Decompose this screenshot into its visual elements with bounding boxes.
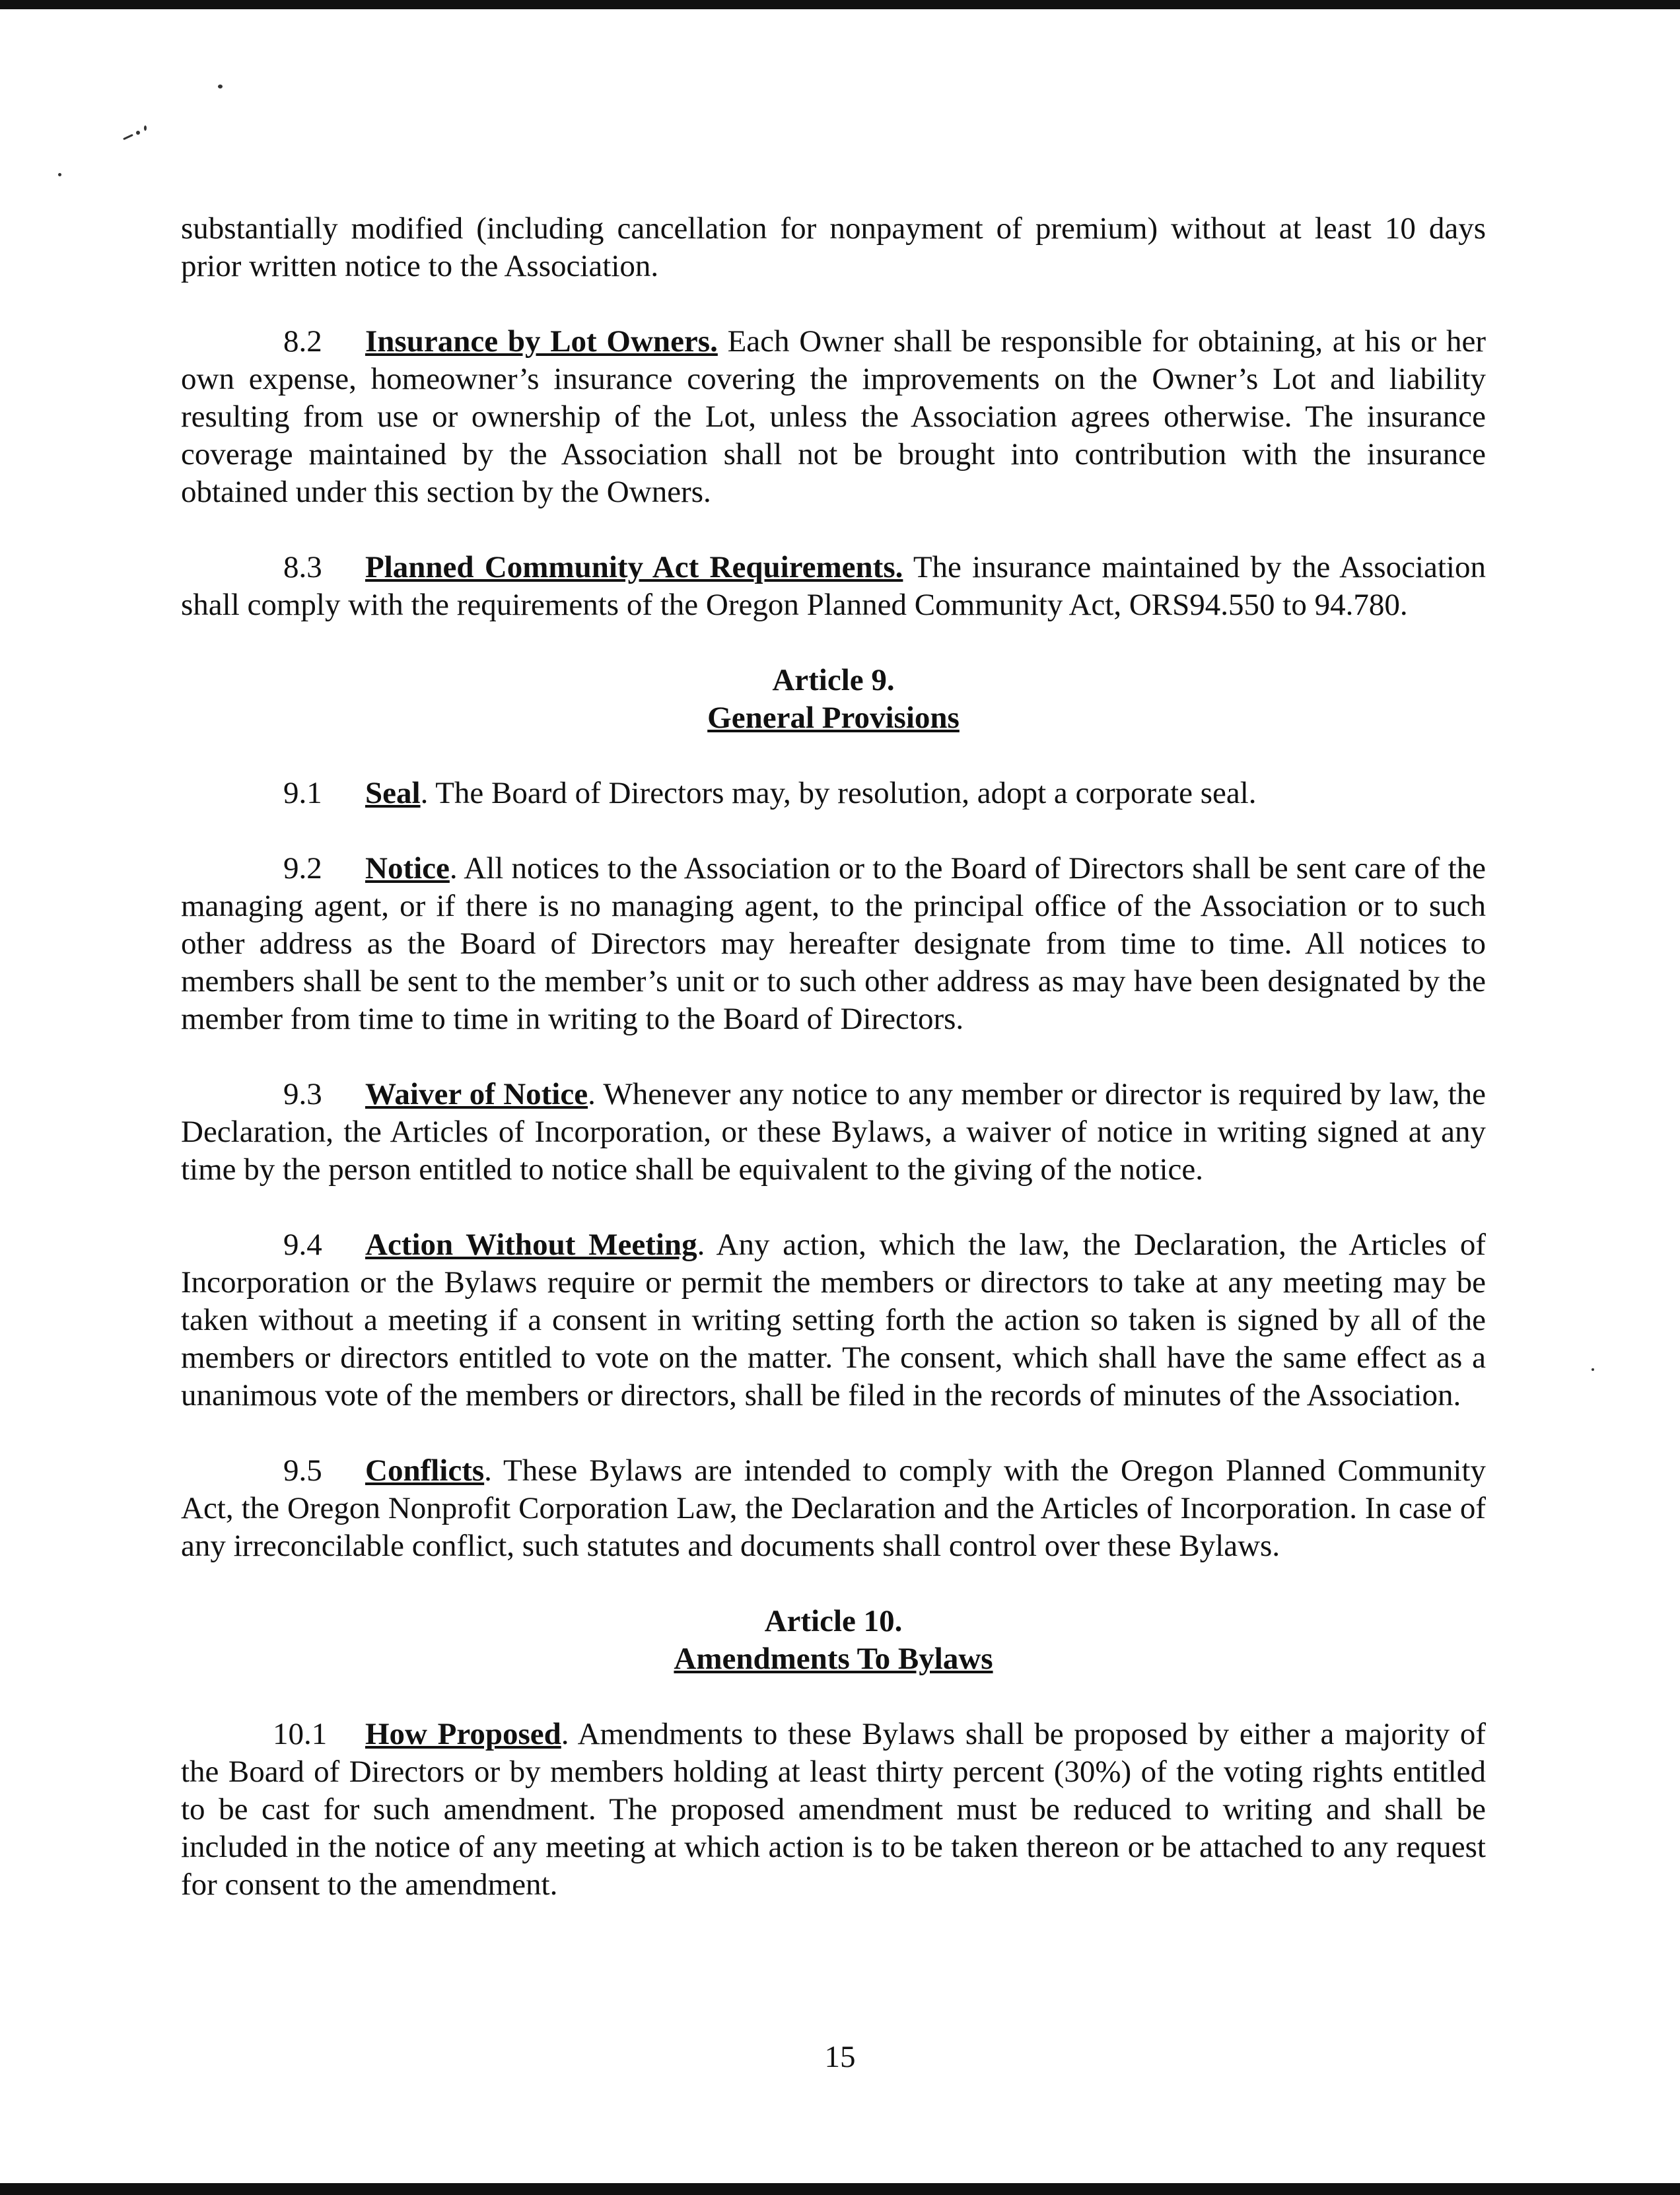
section-heading: Conflicts [365,1453,485,1488]
section-heading: How Proposed [365,1717,561,1751]
section-number: 9.5 [283,1453,322,1488]
scan-speck [218,85,223,88]
section-10-1 [181,1716,1486,1904]
section-9-1 [181,775,1486,812]
section-text: . These Bylaws are intended to comply with the Oregon Planned Community Act, the Oregon Nonprofit Corporation Law, the Declaration and the Articles of Incorporation. In case of any irreconcilable conflict, such statutes and documents shall control over these Bylaws. [181,1453,1486,1563]
section-heading: Planned Community Act Requirements. [365,550,903,584]
section-heading: Waiver of Notice [365,1077,588,1111]
section-text: . The Board of Directors may, by resolution, adopt a corporate seal. [420,776,1257,810]
article-9-header [181,662,1486,737]
continuation-paragraph: substantially modified (including cancellation for nonpayment of premium) without at least 10 days prior written notice to the Association. [181,211,1486,283]
section-8-3 [181,549,1486,624]
document-body [181,210,1486,1941]
section-text: Each Owner shall be responsible for obtaining, at his or her own expense, homeowner’s insurance covering the improvements on the Owner’s Lot and liability resulting from use or ownership of the Lot, unless the Association agrees otherwise. The insurance coverage maintained by the Association shall not be brought into contribution with the insurance obtained under this section by the Owners. [181,324,1487,509]
scan-edge-top [0,0,1680,9]
scan-speck [136,131,140,135]
article-title: Article 9. [772,663,895,697]
section-number: 9.4 [283,1228,322,1262]
section-text: . All notices to the Association or to the Board of Directors shall be sent care of the managing agent, or if there is no managing agent, to the principal office of the Association or to such other address as the Board of Directors may hereafter designate from time to time. All notices to members shall be sent to the member’s unit or to such other address as may have been designated by the member from time to time in writing to the Board of Directors. [181,851,1486,1036]
section-number: 9.2 [283,851,322,886]
section-9-4 [181,1226,1486,1414]
section-9-3 [181,1076,1486,1189]
section-text: . Amendments to these Bylaws shall be proposed by either a majority of the Board of Directors or by members holding at least thirty percent (30%) of the voting rights entitled to be cast for such amendment. The proposed amendment must be reduced to writing and shall be included in the notice of any meeting at which action is to be taken thereon or be attached to any request for consent to the amendment. [181,1717,1487,1902]
article-title: Article 10. [764,1604,903,1638]
article-subtitle: General Provisions [707,701,960,735]
article-10-header [181,1603,1486,1678]
section-number: 8.3 [283,550,322,584]
section-text: . Whenever any notice to any member or director is required by law, the Declaration, the Articles of Incorporation, or these Bylaws, a waiver of notice in writing signed at any time by the person entitled to notice shall be equivalent to the giving of the notice. [181,1077,1486,1187]
section-number: 9.3 [283,1077,322,1111]
section-number: 9.1 [283,776,322,810]
section-8-2 [181,323,1486,511]
scan-speck [58,173,61,176]
section-number: 8.2 [283,324,322,359]
page-number: 15 [824,2040,856,2074]
section-heading: Notice [365,851,450,886]
section-9-5 [181,1452,1486,1565]
section-heading: Insurance by Lot Owners. [365,324,718,359]
section-text: . Any action, which the law, the Declaration, the Articles of Incorporation or the Bylaws require or permit the members or directors to take at any meeting may be taken without a meeting if a consent in writing setting forth the action so taken is signed by all of the members or directors entitled to vote on the matter. The consent, which shall have the same effect as a unanimous vote of the members or directors, shall be filed in the records of minutes of the Association. [181,1228,1486,1412]
scan-speck [144,125,147,131]
scan-edge-bottom [0,2183,1680,2195]
scan-speck [1592,1368,1594,1371]
section-heading: Action Without Meeting [365,1228,697,1262]
scan-speck [123,134,133,140]
section-9-2 [181,850,1486,1038]
section-number: 10.1 [273,1717,328,1751]
section-heading: Seal [365,776,421,810]
section-text: The insurance maintained by the Association shall comply with the requirements of the Oregon Planned Community Act, ORS94.550 to 94.780. [181,550,1486,622]
article-subtitle: Amendments To Bylaws [674,1642,993,1676]
